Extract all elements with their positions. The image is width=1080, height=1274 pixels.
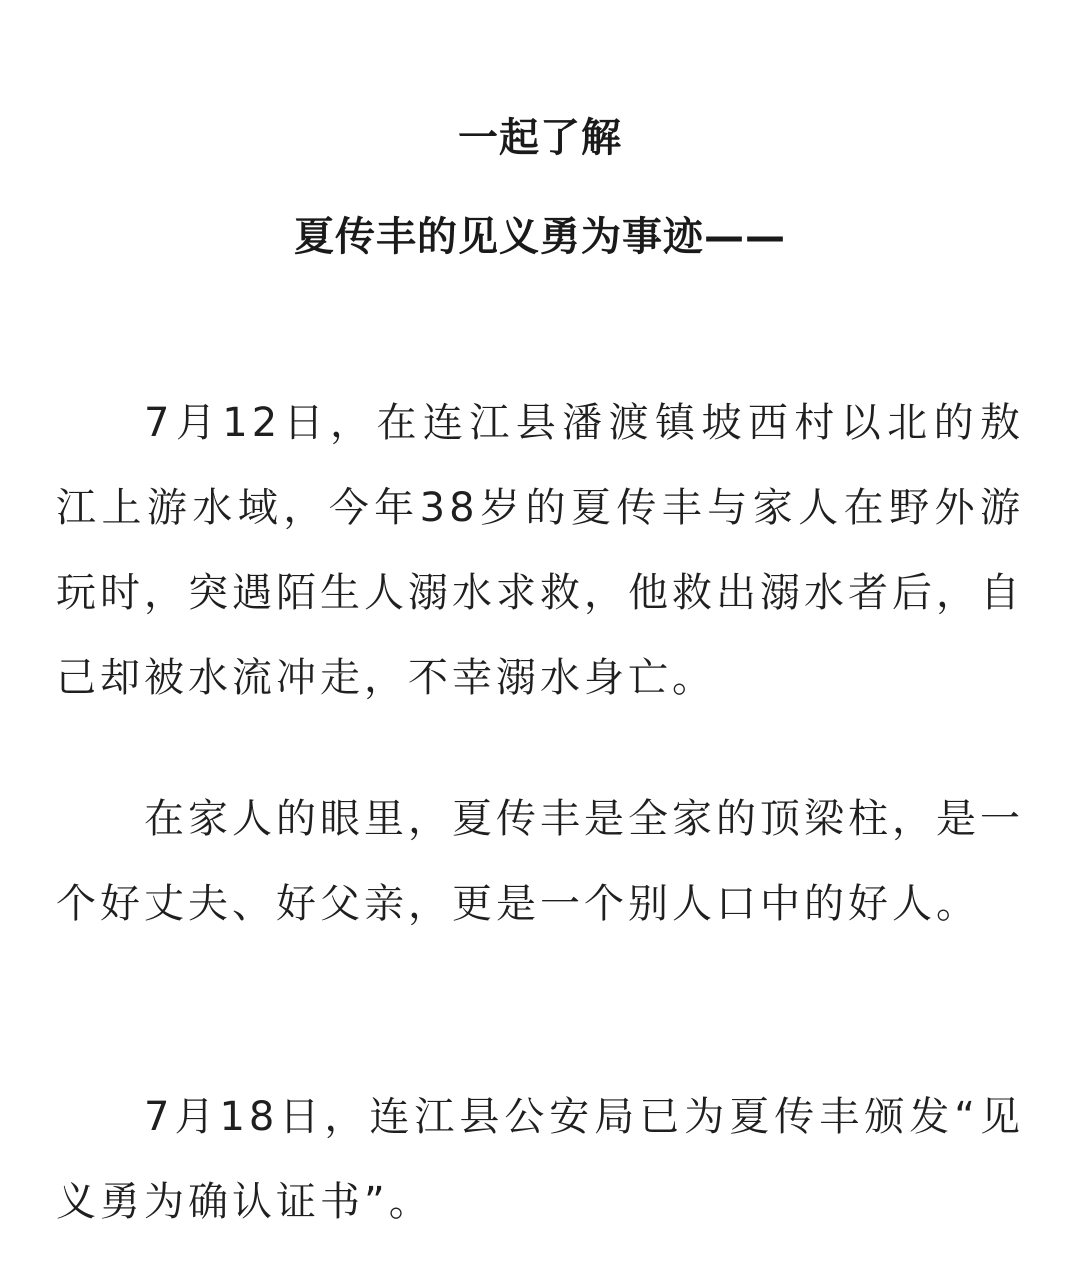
- article-heading-line-1: 一起了解: [458, 115, 622, 161]
- paragraph-certificate: 7月18日，连江县公安局已为夏传丰颁发“见义勇为确认证书”。: [56, 1094, 1024, 1225]
- paragraph-family: 在家人的眼里，夏传丰是全家的顶梁柱，是一个好丈夫、好父亲，更是一个别人口中的好人。: [56, 796, 1024, 927]
- article-heading-line-2: 夏传丰的见义勇为事迹——: [294, 214, 786, 260]
- paragraph-incident: 7月12日，在连江县潘渡镇坡西村以北的敖江上游水域，今年38岁的夏传丰与家人在野外游玩时，突遇陌生人溺水求救，他救出溺水者后，自己却被水流冲走，不幸溺水身亡。: [56, 400, 1024, 701]
